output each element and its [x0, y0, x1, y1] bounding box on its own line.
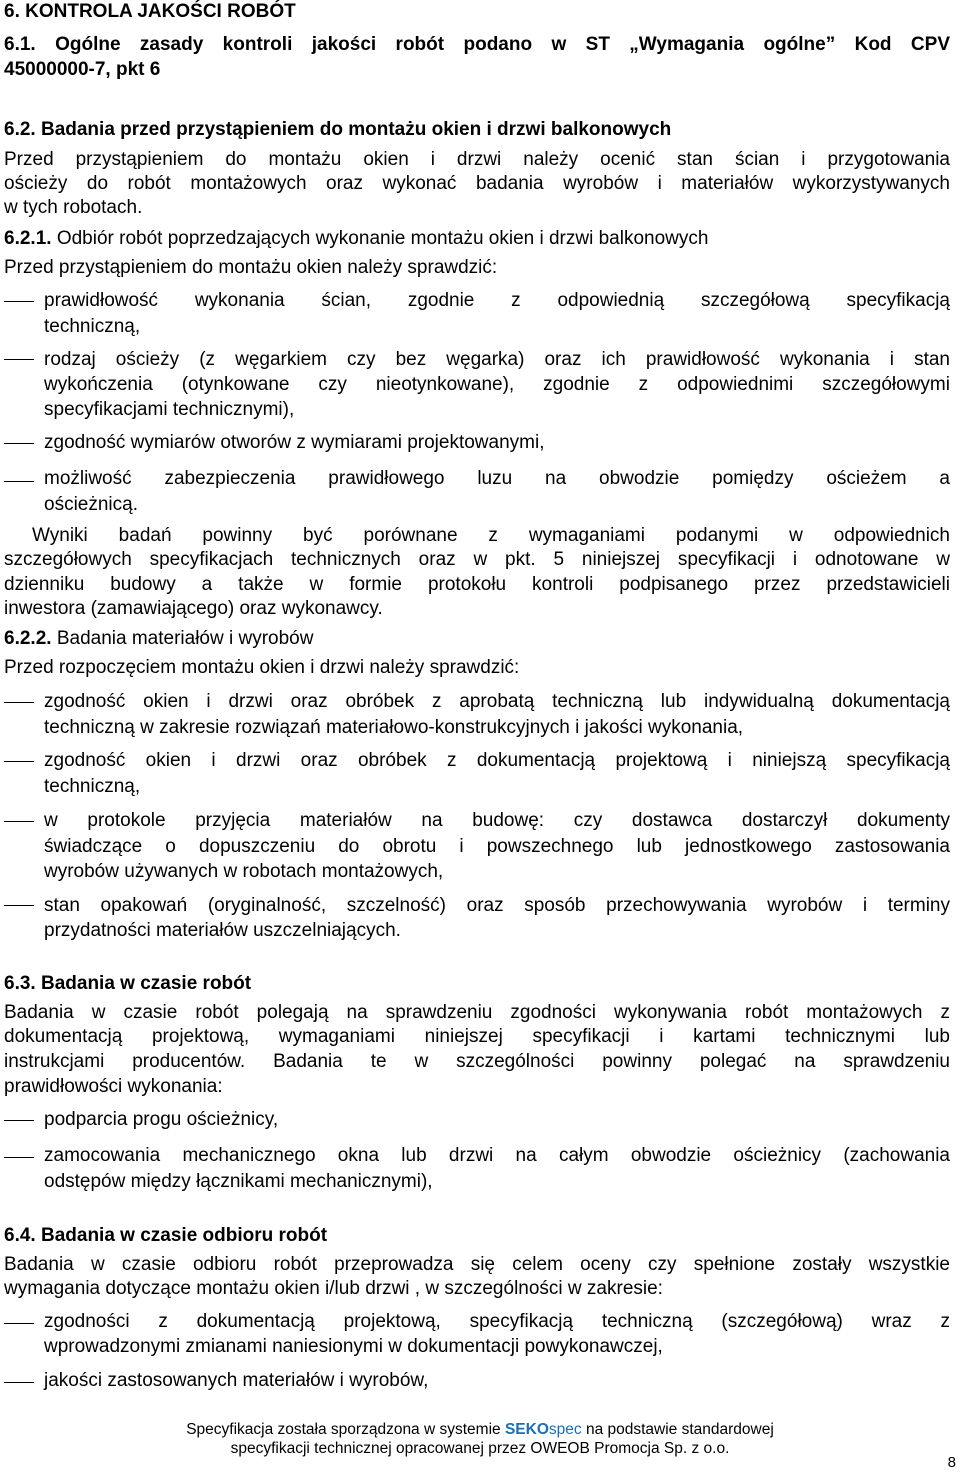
- section-6-2-1-heading: [4, 227, 950, 251]
- section-6-4-heading: [4, 1224, 950, 1248]
- list-item-line: wprowadzonymi zmianami naniesionymi w dokumentacji powykonawczej,: [44, 1336, 663, 1357]
- list-item-line: techniczną w zakresie rozwiązań materiałowo-konstrukcyjnych i jakości wykonania,: [44, 717, 744, 738]
- section-6-3-title: Badania w czasie robót: [40, 973, 252, 994]
- list-item-line: wykończenia (otynkowane czy nieotynkowane), zgodnie z odpowiednimi szczegółowymi: [44, 374, 950, 395]
- list-item-line: w protokole przyjęcia materiałów na budowę: czy dostawca dostarczył dokumenty: [44, 810, 950, 831]
- list-dash: [4, 1382, 34, 1383]
- section-6-1-line-2: 45000000-7, pkt 6: [4, 59, 161, 80]
- section-6-4-number: 6.4.: [4, 1225, 36, 1246]
- list-dash: [4, 761, 34, 762]
- results-line-3: dzienniku budowy a także w formie protokołu kontroli podpisanego przez przedstawicieli: [4, 574, 950, 595]
- list-item-line: przydatności materiałów uszczelniających.: [44, 920, 401, 941]
- list-item-line: zgodność wymiarów otworów z wymiarami projektowanymi,: [44, 432, 545, 453]
- section-6-3-line-3: instrukcjami producentów. Badania te w szczególności powinny polegać na sprawdzeniu: [4, 1051, 950, 1072]
- list-dash: [4, 443, 34, 444]
- section-6-3-line-4: prawidłowości wykonania:: [4, 1076, 223, 1097]
- section-6-2-2-intro: Przed rozpoczęciem montażu okien i drzwi należy sprawdzić:: [4, 657, 520, 678]
- list-item-line: techniczną,: [44, 316, 141, 337]
- list-item-line: zgodność okien i drzwi oraz obróbek z dokumentacją projektową i niniejszą specyfikacją: [44, 750, 950, 771]
- list-item-line: ościeżnicą.: [44, 494, 138, 515]
- section-6-2-2-heading: [4, 627, 950, 651]
- section-6-4-line-1: Badania w czasie odbioru robót przeprowadza się celem oceny czy spełnione zostały wszystkie: [4, 1254, 950, 1275]
- section-6-4-title: Badania w czasie odbioru robót: [40, 1225, 328, 1246]
- list-item-line: rodzaj ościeży (z węgarkiem czy bez węgarka) oraz ich prawidłowość wykonania i stan: [44, 349, 950, 370]
- list-dash: [4, 905, 34, 906]
- section-6-2-1-number: 6.2.1.: [4, 228, 52, 249]
- section-6-2-1-title: Odbiór robót poprzedzających wykonanie montażu okien i drzwi balkonowych: [56, 228, 709, 249]
- list-item-line: specyfikacjami technicznymi),: [44, 399, 295, 420]
- list-dash: [4, 1323, 34, 1324]
- list-item-line: zgodności z dokumentacją projektową, specyfikacją techniczną (szczegółową) wraz z: [44, 1311, 950, 1332]
- list-item-line: prawidłowość wykonania ścian, zgodnie z odpowiednią szczegółową specyfikacją: [44, 290, 950, 311]
- list-item-line: odstępów między łącznikami mechanicznymi),: [44, 1171, 433, 1192]
- list-item-line: stan opakowań (oryginalność, szczelność) oraz sposób przechowywania wyrobów i terminy: [44, 895, 950, 916]
- section-6-1-line-1: 6.1. Ogólne zasady kontroli jakości robót podano w ST „Wymagania ogólne” Kod CPV: [4, 34, 950, 55]
- list-dash: [4, 821, 34, 822]
- list-item-line: możliwość zabezpieczenia prawidłowego luzu na obwodzie pomiędzy ościeżem a: [44, 468, 950, 489]
- list-item-line: techniczną,: [44, 776, 141, 797]
- section-6-4-line-2: wymagania dotyczące montażu okien i/lub drzwi , w szczególności w zakresie:: [4, 1278, 663, 1299]
- list-dash: [4, 359, 34, 360]
- list-dash: [4, 702, 34, 703]
- section-6-3-line-1: Badania w czasie robót polegają na sprawdzeniu zgodności wykonywania robót montażowych z: [4, 1002, 950, 1023]
- section-6-title: 6. KONTROLA JAKOŚCI ROBÓT: [4, 1, 296, 22]
- section-6-2-1-intro: Przed przystąpieniem do montażu okien należy sprawdzić:: [4, 257, 498, 278]
- section-6-2-line-1: Przed przystąpieniem do montażu okien i drzwi należy ocenić stan ścian i przygotowania: [4, 149, 950, 170]
- sekospec-logo: SEKOspec: [504, 1421, 582, 1438]
- list-item-line: podparcia progu ościeżnicy,: [44, 1109, 279, 1130]
- footer-line-1: [0, 1421, 960, 1439]
- results-line-1: Wyniki badań powinny być porównane z wymaganiami podanymi w odpowiednich: [32, 525, 950, 546]
- list-item-line: wyrobów używanych w robotach montażowych,: [44, 861, 444, 882]
- section-6-2-2-title: Badania materiałów i wyrobów: [56, 628, 314, 649]
- list-dash: [4, 1120, 34, 1121]
- section-6-3-heading: [4, 972, 950, 996]
- section-6-3-number: 6.3.: [4, 973, 36, 994]
- footer-text: Specyfikacja została sporządzona w systemie: [186, 1421, 501, 1438]
- results-line-2: szczegółowych specyfikacjach technicznych oraz w pkt. 5 niniejszej specyfikacji i odnotowane w: [4, 549, 950, 570]
- page-number: 8: [947, 1454, 956, 1471]
- list-dash: [4, 301, 34, 302]
- footer-line-2: specyfikacji technicznej opracowanej przez OWEOB Promocja Sp. z o.o.: [230, 1440, 730, 1457]
- list-item-line: zgodność okien i drzwi oraz obróbek z aprobatą techniczną lub indywidualną dokumentacją: [44, 691, 950, 712]
- section-6-3-line-2: dokumentacją projektową, wymaganiami niniejszej specyfikacji i kartami technicznymi lub: [4, 1026, 950, 1047]
- results-line-4: inwestora (zamawiającego) oraz wykonawcy.: [4, 598, 383, 619]
- list-item-line: świadczące o dopuszczeniu do obrotu i powszechnego lub jednostkowego zastosowania: [44, 836, 950, 857]
- list-item-line: jakości zastosowanych materiałów i wyrobów,: [44, 1370, 429, 1391]
- section-6-2-line-2: ościeży do robót montażowych oraz wykonać badania wyrobów i materiałów wykorzystywanych: [4, 173, 950, 194]
- list-dash: [4, 481, 34, 482]
- list-dash: [4, 1157, 34, 1158]
- footer-text: na podstawie standardowej: [585, 1421, 774, 1438]
- section-6-2-2-number: 6.2.2.: [4, 628, 52, 649]
- list-item-line: zamocowania mechanicznego okna lub drzwi na całym obwodzie ościeżnicy (zachowania: [44, 1145, 950, 1166]
- section-6-2-line-3: w tych robotach.: [4, 197, 143, 218]
- section-6-2-title: 6.2. Badania przed przystąpieniem do montażu okien i drzwi balkonowych: [4, 119, 672, 140]
